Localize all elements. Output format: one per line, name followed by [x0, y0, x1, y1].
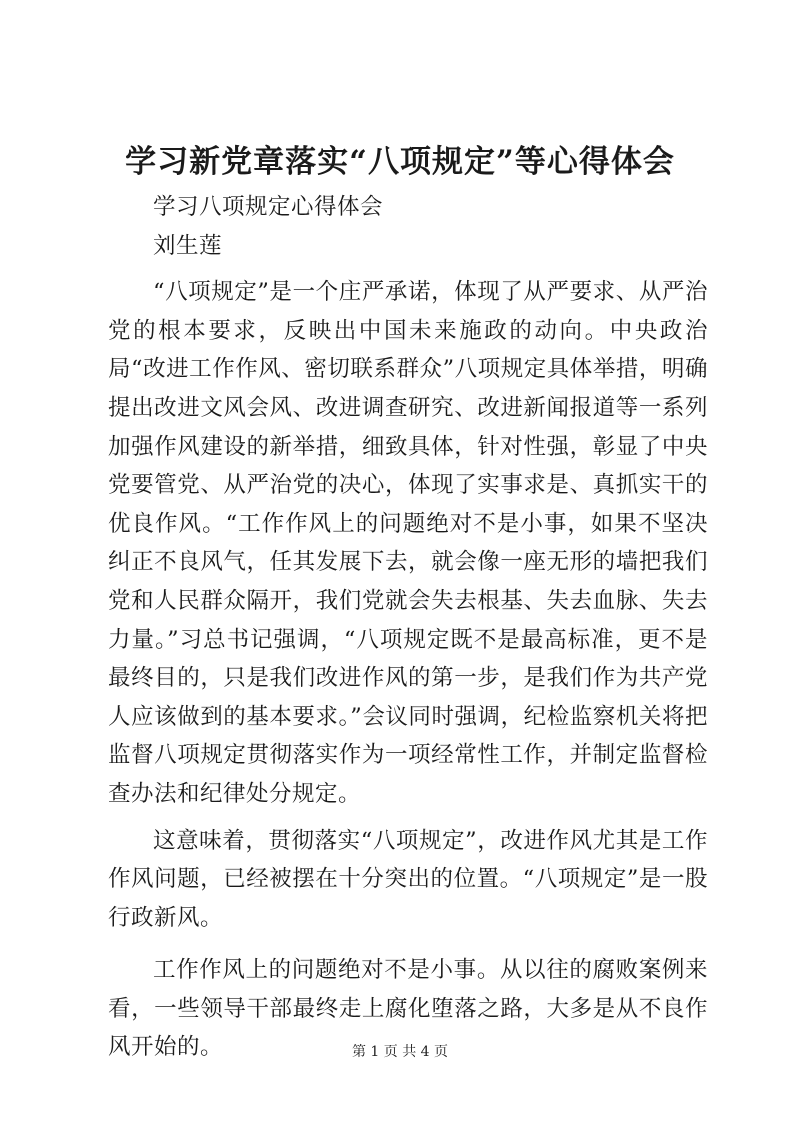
- paragraph-2: 这意味着，贯彻落实“八项规定”，改进作风尤其是工作作风问题，已经被摆在十分突出的位置。“八项规定”是一股行政新风。: [108, 827, 708, 931]
- page-footer: 第 1 页 共 4 页: [351, 1044, 449, 1060]
- author: 刘生莲: [153, 232, 223, 259]
- document-title: 学习新党章落实“八项规定”等心得体会: [125, 144, 675, 180]
- paragraph-1: “八项规定”是一个庄严承诺，体现了从严要求、从严治党的根本要求，反映出中国未来施政的动向。中央政治局“改进工作作风、密切联系群众”八项规定具体举措，明确提出改进文风会风、改进调查研究、改进新闻报道等一系列加强作风建设的新举措，细致具体，针对性强，彰显了中央党要管党、从严治党的决心，体现了实事求是、真抓实干的优良作风。“工作作风上的问题绝对不是小事，如果不坚决纠正不良风气，任其发展下去，就会像一座无形的墙把我们党和人民群众隔开，我们党就会失去根基、失去血脉、失去力量。”习总书记强调，“八项规定既不是最高标准，更不是最终目的，只是我们改进作风的第一步，是我们作为共产党人应该做到的基本要求。”会议同时强调，纪检监察机关将把监督八项规定贯彻落实作为一项经常性工作，并制定监督检查办法和纪律处分规定。: [108, 279, 708, 807]
- document-body: [108, 188, 708, 1067]
- subtitle: 学习八项规定心得体会: [153, 194, 384, 220]
- paragraph-3: 工作作风上的问题绝对不是小事。从以往的腐败案例来看，一些领导干部最终走上腐化堕落之路，大多是从不良作风开始的。: [108, 957, 708, 1061]
